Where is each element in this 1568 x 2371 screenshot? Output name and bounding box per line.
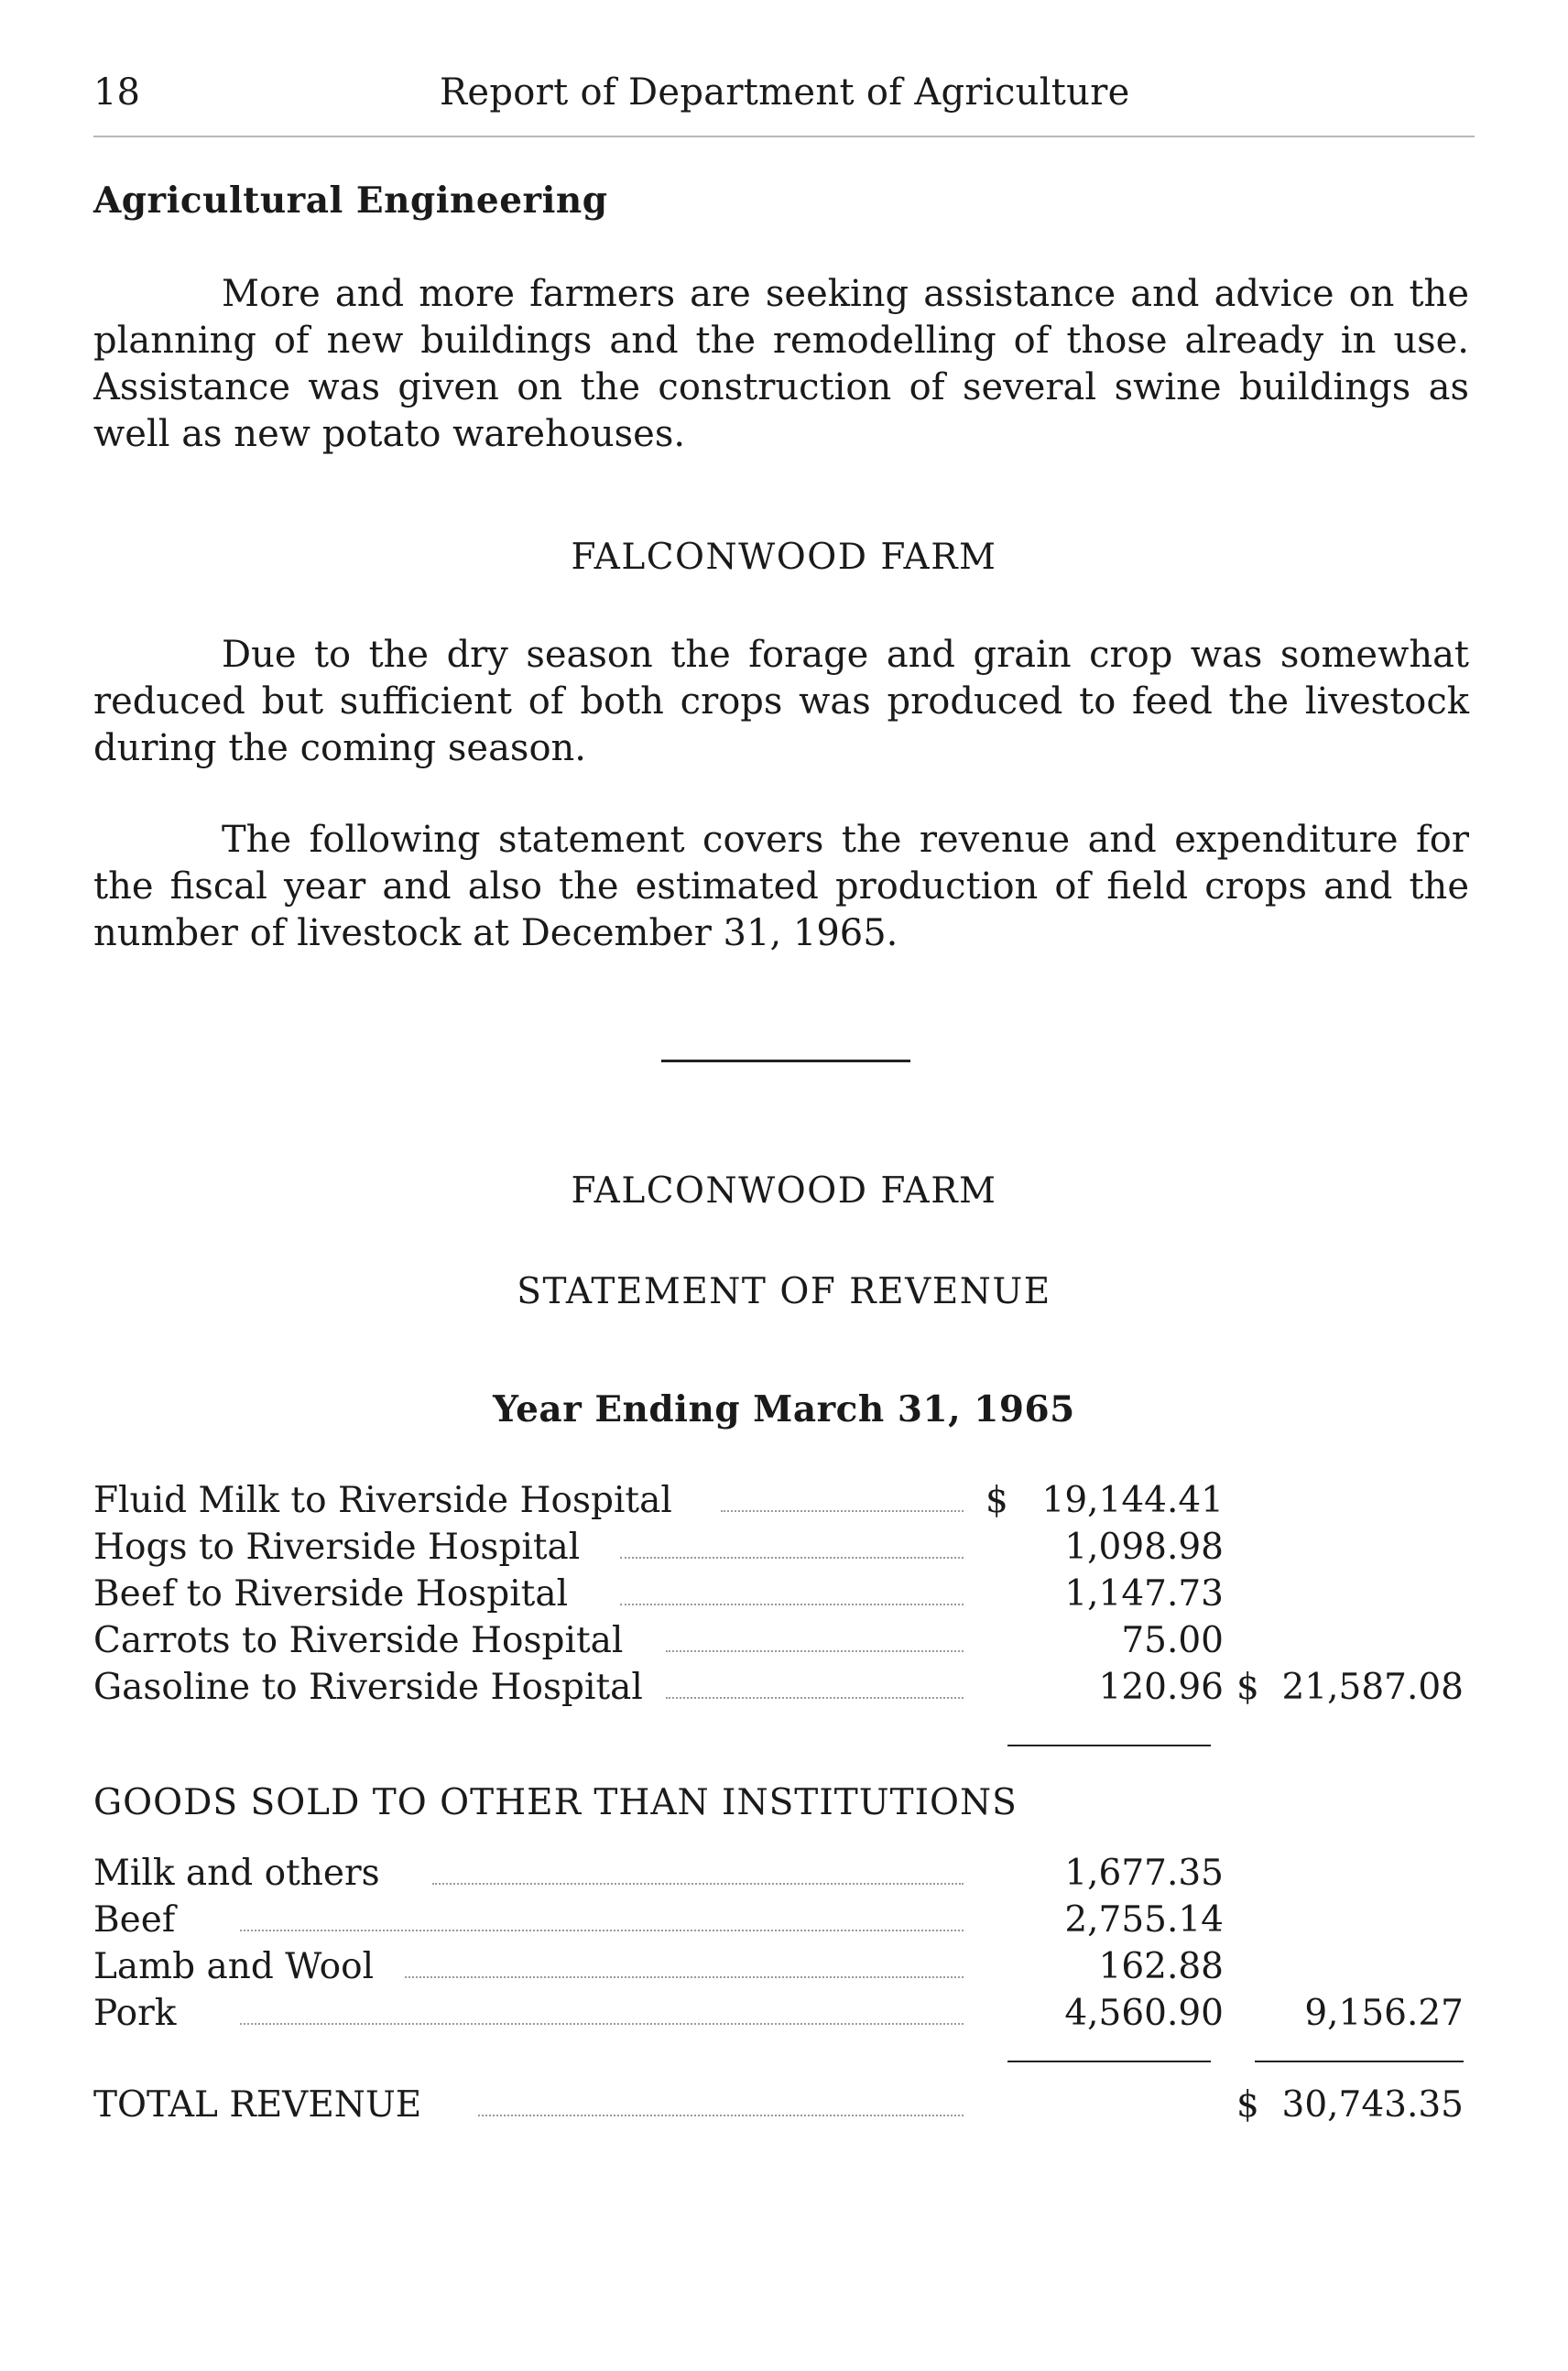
row-amount: 1,677.35 bbox=[1064, 1853, 1224, 1894]
dot-leader bbox=[432, 1883, 964, 1885]
total-currency-sign: $ bbox=[1236, 1667, 1259, 1708]
running-title: Report of Department of Agriculture bbox=[440, 71, 1130, 114]
statement-title: STATEMENT OF REVENUE bbox=[517, 1271, 1051, 1312]
dot-leader bbox=[620, 1557, 964, 1559]
row-label: Beef to Riverside Hospital bbox=[93, 1573, 575, 1615]
dot-leader bbox=[666, 1697, 964, 1699]
table-row bbox=[93, 1480, 1476, 1526]
dot-leader bbox=[478, 2115, 964, 2116]
row-amount: 75.00 bbox=[1121, 1620, 1224, 1661]
row-label: Lamb and Wool bbox=[93, 1946, 381, 1987]
statement-farm-name: FALCONWOOD FARM bbox=[571, 1170, 997, 1212]
row-label: Gasoline to Riverside Hospital bbox=[93, 1667, 650, 1708]
agricultural-engineering-paragraph bbox=[93, 271, 1469, 458]
table-row bbox=[93, 1573, 1476, 1619]
dot-leader bbox=[240, 1930, 964, 1931]
row-amount: 120.96 bbox=[1098, 1667, 1224, 1708]
row-label: Pork bbox=[93, 1993, 183, 2034]
total-revenue-label: TOTAL REVENUE bbox=[93, 2084, 429, 2126]
falconwood-farm-heading: FALCONWOOD FARM bbox=[571, 537, 997, 578]
dot-leader bbox=[721, 1510, 964, 1512]
table-row bbox=[93, 1899, 1476, 1945]
row-amount: 1,098.98 bbox=[1064, 1527, 1224, 1568]
header-divider bbox=[93, 136, 1475, 137]
row-amount: 4,560.90 bbox=[1064, 1993, 1224, 2034]
table-row bbox=[93, 1527, 1476, 1572]
row-amount: 19,144.41 bbox=[1041, 1480, 1224, 1521]
row-label: Fluid Milk to Riverside Hospital bbox=[93, 1480, 680, 1521]
total-revenue-amount: 30,743.35 bbox=[1281, 2084, 1464, 2126]
row-label: Carrots to Riverside Hospital bbox=[93, 1620, 630, 1661]
row-total: 21,587.08 bbox=[1281, 1667, 1464, 1708]
dot-leader bbox=[666, 1650, 964, 1652]
dot-leader bbox=[620, 1604, 964, 1605]
amount-column-rule bbox=[1007, 2061, 1211, 2062]
row-amount: 2,755.14 bbox=[1064, 1899, 1224, 1941]
row-amount: 162.88 bbox=[1098, 1946, 1224, 1987]
dry-season-paragraph bbox=[93, 632, 1469, 772]
dot-leader bbox=[240, 2023, 964, 2025]
total-currency-sign: $ bbox=[1236, 2084, 1259, 2126]
row-label: Beef bbox=[93, 1899, 182, 1941]
section-divider bbox=[661, 1060, 910, 1062]
running-header bbox=[93, 71, 1476, 123]
table-row bbox=[93, 1853, 1476, 1898]
paragraph-text: The following statement covers the revenue and expenditure for the fiscal year and also the estimated production of field crops and the number of livestock at December 31, 1965. bbox=[93, 819, 1469, 954]
paragraph-text: More and more farmers are seeking assistance and advice on the planning of new buildings and the remodelling of those already in use. Assistance was given on the construction of several swine buildings as well as new potato warehouses. bbox=[93, 273, 1469, 455]
statement-intro-paragraph bbox=[93, 817, 1469, 957]
other-sales-heading: GOODS SOLD TO OTHER THAN INSTITUTIONS bbox=[93, 1782, 1018, 1823]
table-row bbox=[93, 1667, 1476, 1713]
currency-sign: $ bbox=[985, 1480, 1008, 1521]
row-label: Hogs to Riverside Hospital bbox=[93, 1527, 587, 1568]
subtotal-rule bbox=[1007, 1745, 1211, 1746]
page-number: 18 bbox=[93, 71, 140, 114]
table-row bbox=[93, 1993, 1476, 2039]
total-column-rule bbox=[1255, 2061, 1464, 2062]
dot-leader bbox=[405, 1976, 964, 1978]
section-heading-agricultural-engineering: Agricultural Engineering bbox=[93, 179, 608, 222]
paragraph-text: Due to the dry season the forage and grain crop was somewhat reduced but sufficient of both crops was produced to feed the livestock during the coming season. bbox=[93, 634, 1469, 769]
statement-period: Year Ending March 31, 1965 bbox=[493, 1388, 1075, 1430]
table-row bbox=[93, 1946, 1476, 1992]
total-revenue-row bbox=[93, 2084, 1476, 2130]
row-amount: 1,147.73 bbox=[1064, 1573, 1224, 1615]
row-label: Milk and others bbox=[93, 1853, 387, 1894]
table-row bbox=[93, 1620, 1476, 1666]
row-total: 9,156.27 bbox=[1304, 1993, 1464, 2034]
